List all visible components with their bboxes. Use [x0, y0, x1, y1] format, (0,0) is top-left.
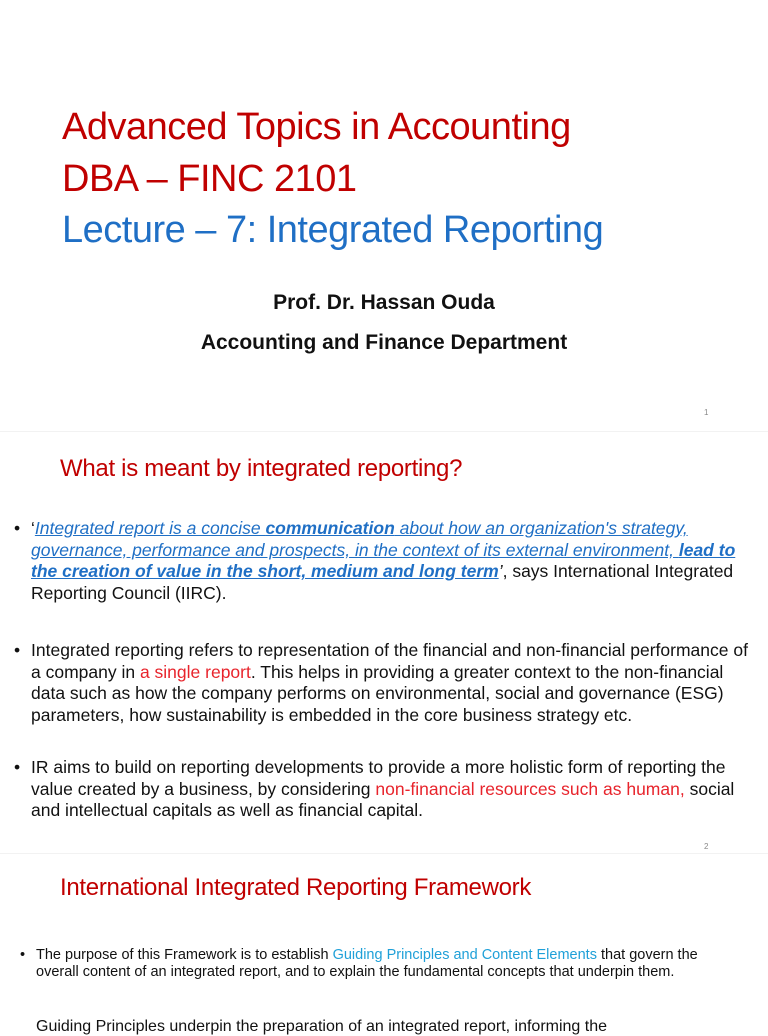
course-title: Advanced Topics in Accounting [62, 106, 571, 148]
bullet-marker: • [14, 518, 21, 538]
bullet-marker: • [20, 947, 26, 963]
highlight-guiding-principles: Guiding Principles and Content Elements [332, 947, 597, 963]
slide-heading: What is meant by integrated reporting? [60, 455, 463, 482]
definition-bold-2: lead to the creation of value in the short, medium and long term [31, 539, 736, 582]
slide-number-1: 1 [704, 408, 709, 417]
bullet-text: that govern the overall content of an integrated report, and to explain the fundamental concepts that underpin them. [36, 947, 698, 980]
bullet-definition [14, 518, 754, 604]
bullet-marker: • [14, 757, 21, 777]
bullet-ir-aims [14, 757, 754, 822]
bullet-marker: • [14, 640, 21, 660]
slide-2 [0, 432, 768, 852]
bullet-text: social and intellectual capitals as well as financial capital. [31, 778, 735, 821]
slide-1 [0, 0, 768, 430]
attribution-text: , says International Integrated Reporting Council (IIRC). [31, 561, 734, 603]
definition-text-1: Integrated report is a concise [34, 518, 266, 538]
highlight-single-report: a single report [139, 661, 251, 682]
slide-heading: International Integrated Reporting Framework [60, 874, 532, 901]
definition-text-2: about how an organization's strategy, governance, performance and prospects, in the context of its external environment, [31, 518, 688, 560]
slide-divider [0, 853, 768, 854]
bullet-text: Integrated reporting refers to representation of the financial and non-financial performance of a company in [31, 640, 748, 682]
open-quote: ‘ [31, 518, 35, 538]
slide-number-2: 2 [704, 842, 709, 851]
author-name: Prof. Dr. Hassan Ouda [273, 291, 495, 314]
bullet-text: . This helps in providing a greater context to the non-financial data such as how the company performs on environmental, social and governance (ESG) parameters, how sustainability is embedded in the core business strategy etc. [31, 661, 724, 725]
definition-bold-1: communication [265, 518, 395, 538]
department-name: Accounting and Finance Department [200, 331, 568, 354]
close-quote: ’ [498, 561, 503, 582]
lecture-title: Lecture – 7: Integrated Reporting [62, 209, 604, 251]
bullet-single-report [14, 640, 754, 726]
course-code: DBA – FINC 2101 [62, 158, 357, 200]
bullet-text: IR aims to build on reporting developments to provide a more holistic form of reporting the value created by a business, by considering [31, 757, 726, 799]
bullet-framework-purpose [20, 947, 740, 980]
highlight-non-financial: non-financial resources such as human, [375, 778, 685, 799]
bullet-text: The purpose of this Framework is to establish [36, 947, 333, 963]
slide-3 [0, 855, 768, 1035]
cutoff-text: Guiding Principles underpin the preparation of an integrated report, informing the [36, 1018, 608, 1035]
